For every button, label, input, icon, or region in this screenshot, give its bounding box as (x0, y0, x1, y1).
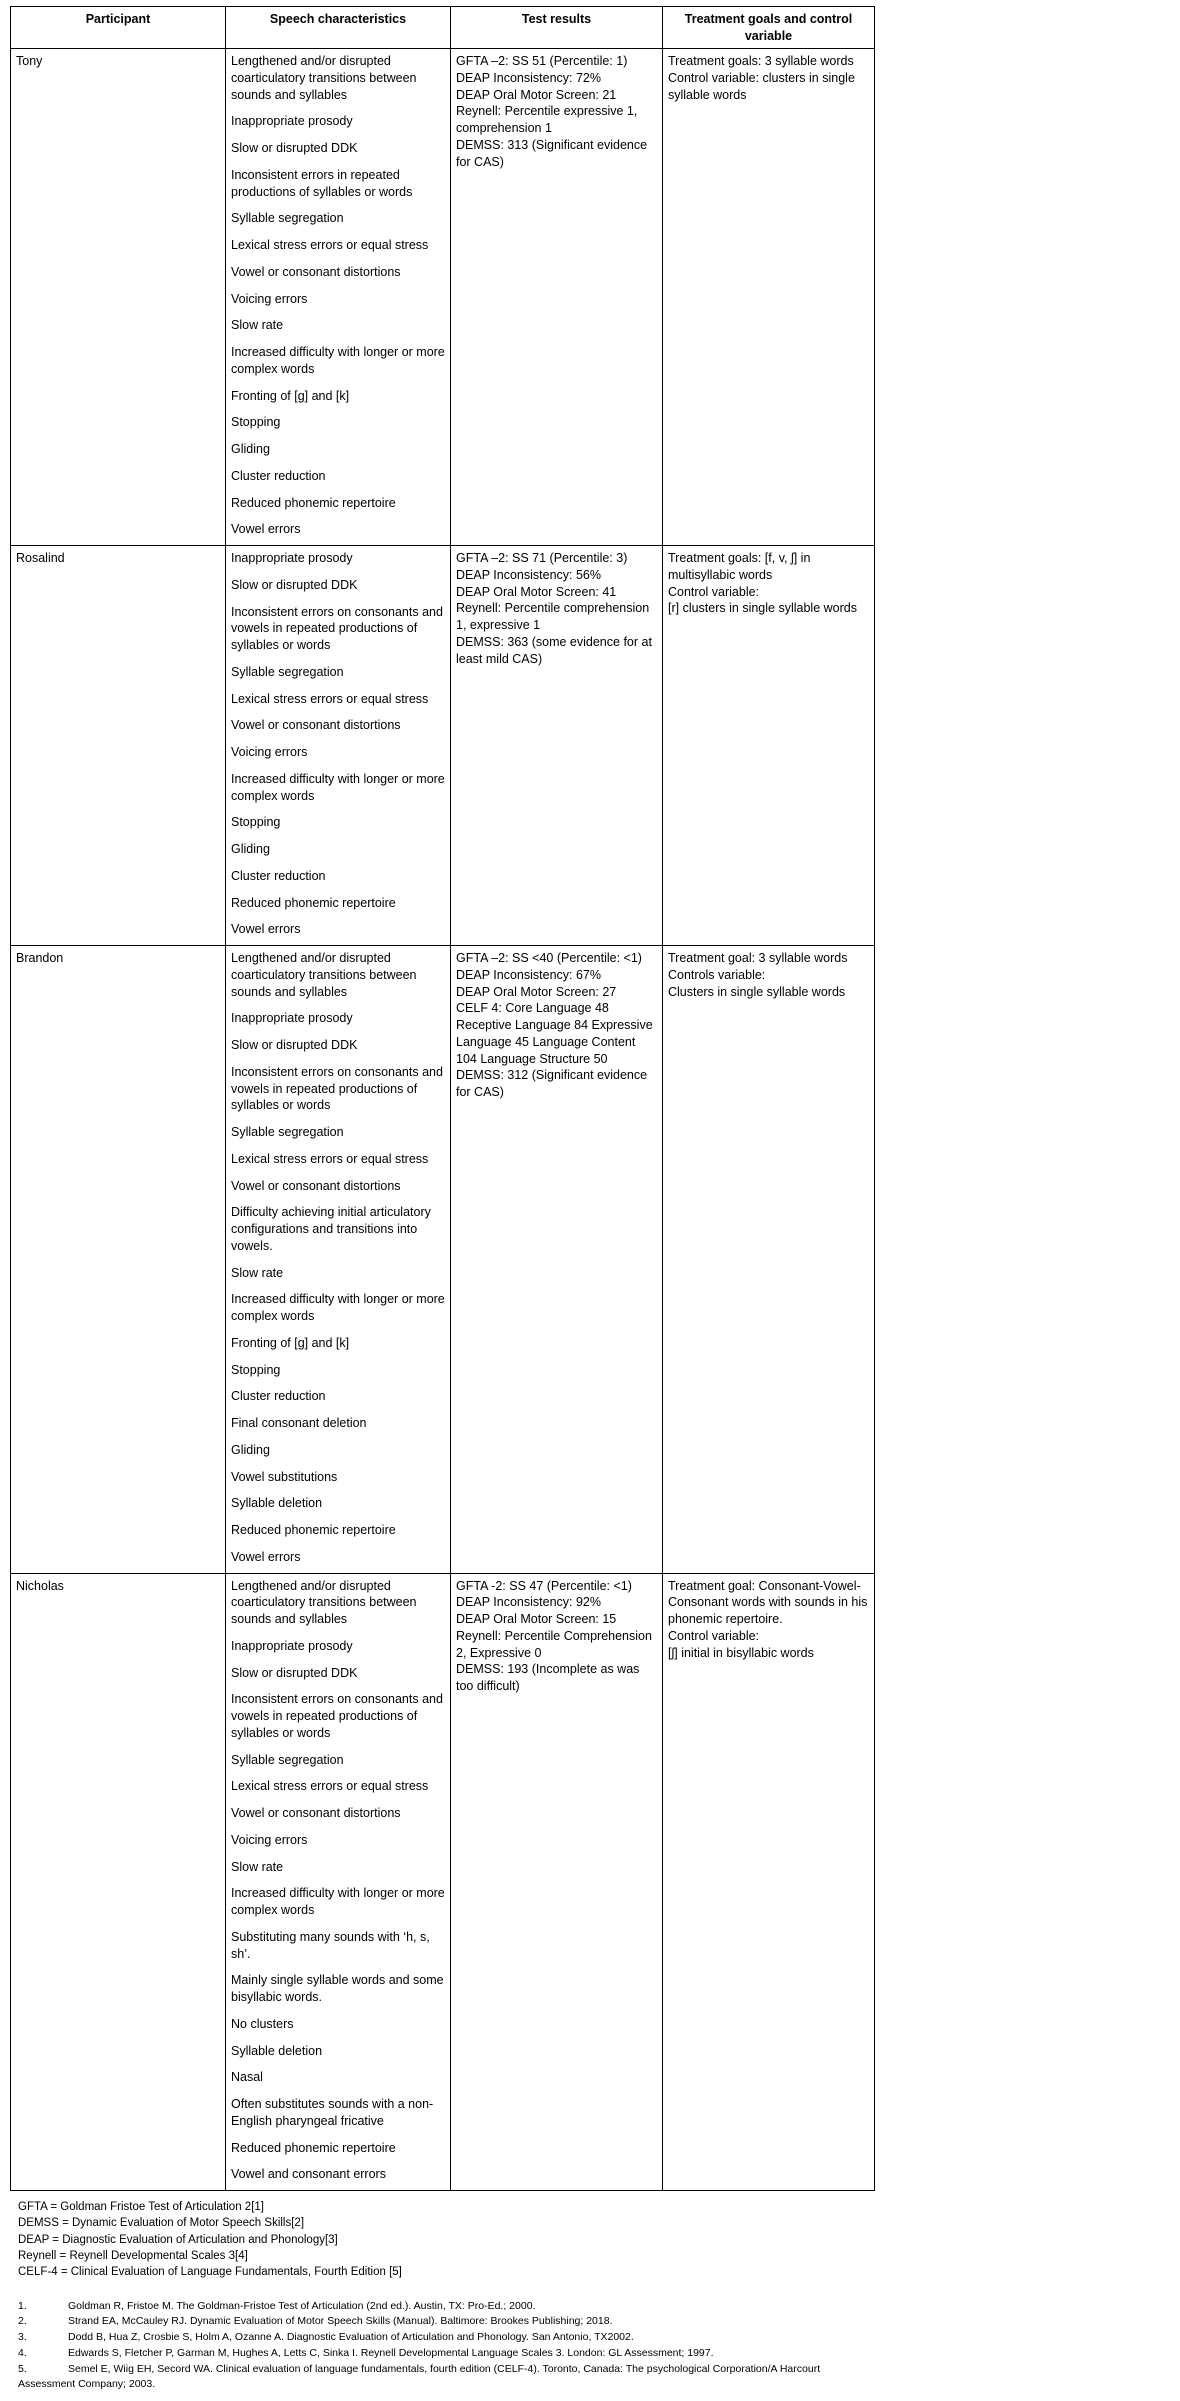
abbreviation-line: GFTA = Goldman Fristoe Test of Articulation 2[1] (18, 2201, 264, 2213)
reference-item (18, 2346, 1172, 2362)
test-result-line: DEAP Inconsistency: 56% (456, 567, 601, 582)
speech-characteristic-item: Vowel errors (231, 522, 301, 537)
speech-characteristic-item: Reduced phonemic repertoire (231, 2140, 396, 2155)
reference-number: 5. (18, 2362, 27, 2375)
speech-characteristic-item: Reduced phonemic repertoire (231, 1523, 396, 1537)
reference-continuation: Assessment Company; 2003. (18, 2378, 156, 2391)
test-result-line: GFTA -2: SS 47 (Percentile: <1) (456, 1578, 632, 1593)
treatment-goal-line: Control variable: (668, 1628, 760, 1643)
table-row (11, 49, 875, 546)
cell-test-results (451, 546, 663, 946)
speech-characteristic-item: Gliding (231, 442, 270, 456)
speech-characteristic-item: Syllable segregation (231, 1752, 344, 1767)
participants-table (10, 6, 875, 2191)
speech-characteristic-item: Voicing errors (231, 291, 308, 306)
reference-number: 1. (18, 2299, 27, 2312)
test-result-line: DEAP Oral Motor Screen: 27 (456, 984, 617, 999)
treatment-goal-line: Treatment goals: 3 syllable words (668, 54, 854, 68)
speech-characteristic-item: Slow rate (231, 318, 284, 333)
abbreviation-line: DEAP = Diagnostic Evaluation of Articulation and Phonology[3] (18, 2233, 338, 2246)
speech-characteristic-item: Vowel errors (231, 1549, 301, 1564)
cell-participant (11, 546, 226, 946)
cell-treatment-goals (663, 1573, 875, 2191)
speech-characteristic-item: Slow rate (231, 1265, 284, 1280)
speech-characteristic-item: Inappropriate prosody (231, 1638, 353, 1653)
speech-characteristic-item: Inappropriate prosody (231, 1011, 353, 1026)
abbreviation-line: CELF-4 = Clinical Evaluation of Language Fundamentals, Fourth Edition [5] (18, 2266, 402, 2279)
speech-characteristic-item: Gliding (231, 842, 270, 856)
speech-characteristics-list (231, 550, 445, 938)
table-row (11, 946, 875, 1574)
speech-characteristic-item: Increased difficulty with longer or more complex words (231, 1886, 445, 1917)
speech-characteristic-item: Stopping (231, 1362, 281, 1377)
speech-characteristic-item: Substituting many sounds with ‘h, s, sh’. (231, 1929, 430, 1961)
reference-number: 3. (18, 2331, 27, 2344)
speech-characteristic-item: Vowel or consonant distortions (231, 718, 401, 733)
reference-item (18, 2362, 1172, 2378)
speech-characteristic-item: Vowel substitutions (231, 1469, 338, 1484)
speech-characteristics-list (231, 53, 445, 538)
reference-text: Goldman R, Fristoe M. The Goldman-Fristoe Test of Articulation (2nd ed.). Austin, TX: Pro-Ed.; 2000. (68, 2299, 536, 2312)
speech-characteristic-item: Often substitutes sounds with a non-English pharyngeal fricative (231, 2097, 434, 2128)
reference-text: Strand EA, McCauley RJ. Dynamic Evaluation of Motor Speech Skills (Manual). Baltimore: Brookes Publishing; 2018. (68, 2315, 613, 2328)
speech-characteristic-item: No clusters (231, 2016, 294, 2031)
speech-characteristic-item: Slow rate (231, 1859, 284, 1874)
treatment-goal-line: Clusters in single syllable words (668, 984, 846, 999)
speech-characteristics-list (231, 1578, 445, 2184)
reference-text: Edwards S, Fletcher P, Garman M, Hughes A, Letts C, Sinka I. Reynell Developmental Language Scales 3. London: GL Assessment; 1997. (68, 2346, 714, 2359)
cell-test-results (451, 946, 663, 1574)
speech-characteristic-item: Final consonant deletion (231, 1416, 367, 1430)
speech-characteristic-item: Voicing errors (231, 745, 308, 759)
table-row (11, 546, 875, 946)
cell-treatment-goals (663, 946, 875, 1574)
test-result-line: GFTA –2: SS 51 (Percentile: 1) (456, 54, 628, 68)
speech-characteristic-item: Slow or disrupted DDK (231, 1038, 358, 1052)
speech-characteristic-item: Fronting of [g] and [k] (231, 388, 350, 403)
speech-characteristics-list (231, 950, 445, 1566)
speech-characteristic-item: Slow or disrupted DDK (231, 141, 358, 155)
speech-characteristic-item: Fronting of [g] and [k] (231, 1335, 350, 1350)
reference-text: Semel E, Wiig EH, Secord WA. Clinical evaluation of language fundamentals, fourth edition (CELF-4). Toronto, Canada: The psychological Corporation/A Harcourt (68, 2362, 821, 2375)
speech-characteristic-item: Syllable deletion (231, 2043, 323, 2058)
test-result-line: Reynell: Percentile Comprehension 2, Expressive 0 (456, 1628, 652, 1660)
reference-number: 4. (18, 2346, 27, 2359)
test-result-line: DEAP Inconsistency: 67% (456, 967, 601, 982)
test-result-line: DEAP Oral Motor Screen: 41 (456, 584, 617, 599)
cell-participant (11, 1573, 226, 2191)
column-header-participant: Participant (11, 7, 226, 49)
treatment-goal-line: Control variable: (668, 584, 760, 599)
cell-treatment-goals (663, 546, 875, 946)
speech-characteristic-item: Cluster reduction (231, 468, 326, 483)
cell-speech-characteristics (226, 946, 451, 1574)
speech-characteristic-item: Stopping (231, 415, 281, 430)
speech-characteristic-item: Vowel or consonant distortions (231, 1806, 401, 1820)
speech-characteristic-item: Inconsistent errors on consonants and vowels in repeated productions of syllables or words (231, 1064, 443, 1113)
test-result-line: DEMSS: 313 (Significant evidence for CAS) (456, 137, 648, 169)
speech-characteristic-item: Increased difficulty with longer or more complex words (231, 345, 445, 376)
test-result-line: DEAP Inconsistency: 92% (456, 1595, 601, 1610)
treatment-goal-line: Control variable: clusters in single syllable words (668, 70, 855, 102)
abbreviations-legend (18, 2199, 1172, 2281)
cell-speech-characteristics (226, 546, 451, 946)
speech-characteristic-item: Slow or disrupted DDK (231, 1665, 358, 1680)
test-result-line: GFTA –2: SS 71 (Percentile: 3) (456, 551, 628, 565)
speech-characteristic-item: Increased difficulty with longer or more complex words (231, 771, 445, 803)
test-result-line: Reynell: Percentile expressive 1, comprehension 1 (456, 104, 638, 135)
test-result-line: DEMSS: 193 (Incomplete as was too difficult) (456, 1662, 640, 1693)
reference-text: Dodd B, Hua Z, Crosbie S, Holm A, Ozanne A. Diagnostic Evaluation of Articulation and Phonology. San Antonio, TX2002. (68, 2331, 634, 2344)
speech-characteristic-item: Nasal (231, 2070, 263, 2085)
table-header (11, 7, 875, 49)
speech-characteristic-item: Cluster reduction (231, 1389, 326, 1404)
speech-characteristic-item: Vowel or consonant distortions (231, 264, 401, 279)
speech-characteristic-item: Lexical stress errors or equal stress (231, 691, 429, 706)
participant-name: Rosalind (16, 551, 65, 565)
speech-characteristic-item: Lexical stress errors or equal stress (231, 238, 429, 252)
header-row (11, 7, 875, 49)
abbreviation-line: DEMSS = Dynamic Evaluation of Motor Speech Skills[2] (18, 2217, 305, 2230)
speech-characteristic-item: Gliding (231, 1442, 270, 1457)
speech-characteristic-item: Vowel and consonant errors (231, 2167, 386, 2182)
cell-treatment-goals (663, 49, 875, 546)
speech-characteristic-item: Vowel or consonant distortions (231, 1178, 401, 1193)
speech-characteristic-item: Syllable segregation (231, 211, 344, 226)
speech-characteristic-item: Lengthened and/or disrupted coarticulatory transitions between sounds and syllables (231, 54, 417, 102)
reference-item (18, 2314, 1172, 2330)
test-result-line: DEAP Inconsistency: 72% (456, 70, 601, 85)
speech-characteristic-item: Lengthened and/or disrupted coarticulatory transitions between sounds and syllables (231, 1578, 417, 1626)
participant-name: Nicholas (16, 1578, 64, 1593)
treatment-goal-line: Controls variable: (668, 967, 766, 982)
test-result-line: DEAP Oral Motor Screen: 15 (456, 1612, 617, 1626)
test-result-line: DEMSS: 363 (some evidence for at least mild CAS) (456, 634, 652, 666)
cell-participant (11, 946, 226, 1574)
column-header-test-results: Test results (451, 7, 663, 49)
participant-name: Brandon (16, 951, 64, 965)
speech-characteristic-item: Cluster reduction (231, 868, 326, 883)
test-result-line: Reynell: Percentile comprehension 1, expressive 1 (456, 601, 650, 632)
treatment-goal-line: Treatment goals: [f, v, ʃ] in multisyllabic words (668, 551, 811, 582)
speech-characteristic-item: Inconsistent errors on consonants and vowels in repeated productions of syllables or words (231, 604, 443, 652)
speech-characteristic-item: Stopping (231, 815, 281, 830)
speech-characteristic-item: Increased difficulty with longer or more complex words (231, 1292, 445, 1323)
treatment-goal-line: [ʃ] initial in bisyllabic words (668, 1645, 814, 1660)
speech-characteristic-item: Lexical stress errors or equal stress (231, 1151, 429, 1166)
test-result-line: GFTA –2: SS <40 (Percentile: <1) (456, 951, 642, 965)
speech-characteristic-item: Syllable deletion (231, 1496, 323, 1511)
cell-speech-characteristics (226, 1573, 451, 2191)
speech-characteristic-item: Voicing errors (231, 1832, 308, 1847)
speech-characteristic-item: Inconsistent errors in repeated productions of syllables or words (231, 167, 413, 199)
treatment-goal-line: Treatment goal: 3 syllable words (668, 951, 848, 965)
column-header-treatment-goals: Treatment goals and control variable (663, 7, 875, 49)
speech-characteristic-item: Lexical stress errors or equal stress (231, 1779, 429, 1794)
test-result-line: DEMSS: 312 (Significant evidence for CAS) (456, 1068, 648, 1099)
speech-characteristic-item: Inappropriate prosody (231, 114, 353, 129)
reference-number: 2. (18, 2315, 27, 2328)
reference-item (18, 2330, 1172, 2346)
speech-characteristic-item: Mainly single syllable words and some bisyllabic words. (231, 1973, 444, 2004)
speech-characteristic-item: Syllable segregation (231, 664, 344, 679)
cell-speech-characteristics (226, 49, 451, 546)
speech-characteristic-item: Inappropriate prosody (231, 551, 353, 565)
reference-item (18, 2299, 1172, 2315)
cell-test-results (451, 1573, 663, 2191)
speech-characteristic-item: Vowel errors (231, 922, 301, 937)
cell-participant (11, 49, 226, 546)
cell-test-results (451, 49, 663, 546)
table-row (11, 1573, 875, 2191)
speech-characteristic-item: Lengthened and/or disrupted coarticulatory transitions between sounds and syllables (231, 951, 417, 999)
speech-characteristic-item: Difficulty achieving initial articulatory configurations and transitions into vowels. (231, 1205, 431, 1253)
table-body (11, 49, 875, 2191)
speech-characteristic-item: Inconsistent errors on consonants and vowels in repeated productions of syllables or words (231, 1692, 443, 1740)
speech-characteristic-item: Syllable segregation (231, 1125, 344, 1139)
test-result-line: CELF 4: Core Language 48 Receptive Language 84 Expressive Language 45 Language Content 104 Language Structure 50 (456, 1001, 653, 1066)
treatment-goal-line: [r] clusters in single syllable words (668, 601, 857, 616)
speech-characteristic-item: Reduced phonemic repertoire (231, 495, 396, 510)
column-header-speech-characteristics: Speech characteristics (226, 7, 451, 49)
test-result-line: DEAP Oral Motor Screen: 21 (456, 87, 617, 102)
speech-characteristic-item: Slow or disrupted DDK (231, 577, 358, 592)
abbreviation-line: Reynell = Reynell Developmental Scales 3[4] (18, 2249, 248, 2262)
speech-characteristic-item: Reduced phonemic repertoire (231, 895, 396, 910)
participant-name: Tony (16, 54, 43, 68)
treatment-goal-line: Treatment goal: Consonant-Vowel-Consonant words with sounds in his phonemic repertoire. (668, 1578, 868, 1626)
references-list (18, 2299, 1172, 2394)
